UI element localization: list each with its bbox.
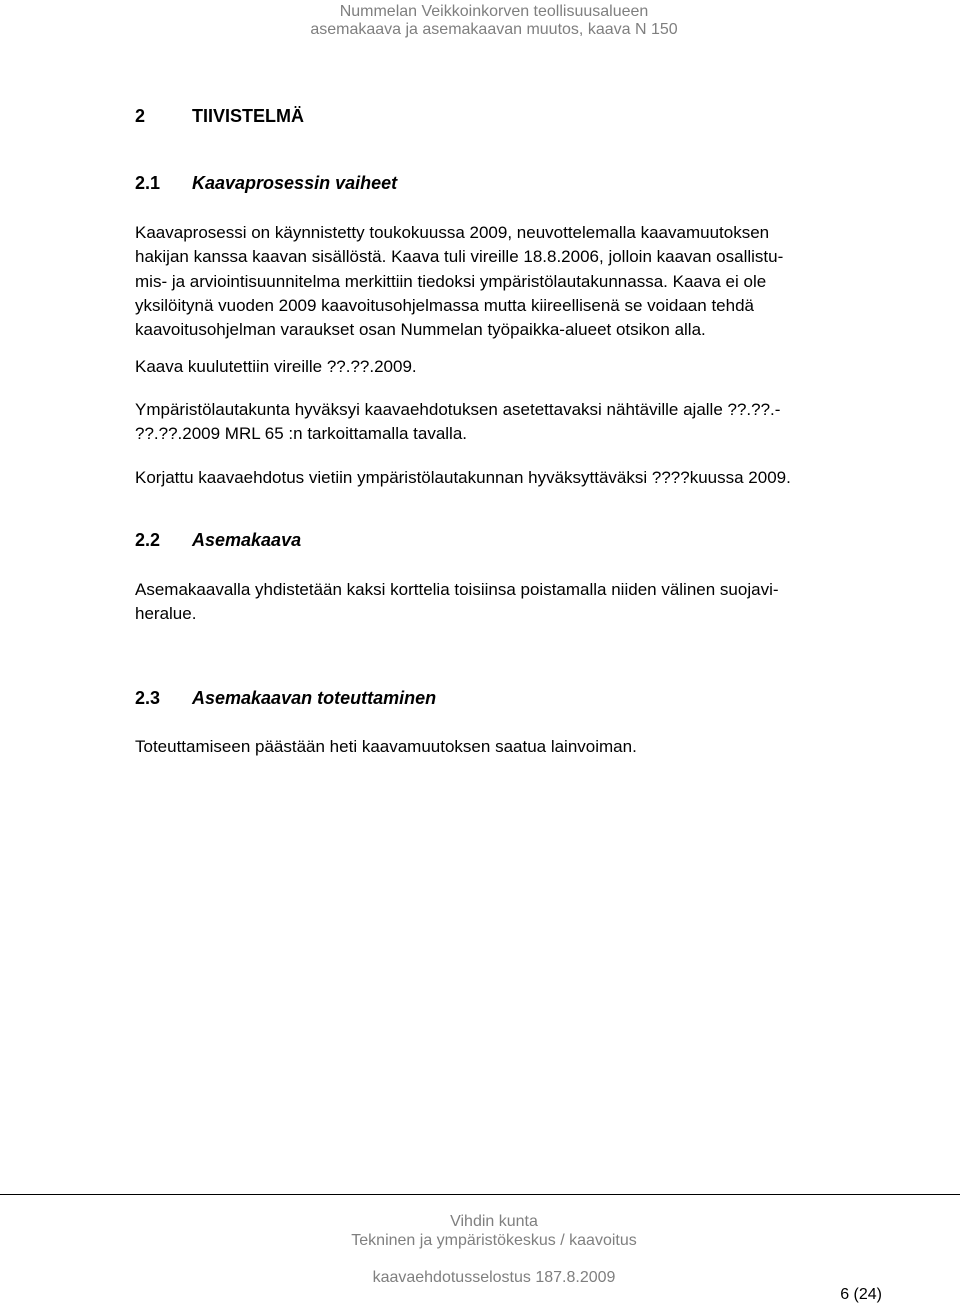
section-heading-2 [135,106,304,127]
paragraph-announcement [135,355,875,379]
section-heading-2-2 [135,530,301,551]
section-title: TIIVISTELMÄ [192,106,304,126]
section-heading-2-3 [135,688,436,709]
paragraph-corrected-proposal [135,466,875,490]
header-line-1: Nummelan Veikkoinkorven teollisuusalueen [339,3,649,20]
paragraph-process [135,221,875,342]
section-number: 2.3 [135,688,161,708]
paragraph-line: Kaavaprosessi on käynnistetty toukokuussa 2009, neuvottelemalla kaavamuutoksen [135,223,770,242]
paragraph-line: Ympäristölautakunta hyväksyi kaavaehdotuksen asetettavaksi nähtäville ajalle ??.??.- [135,400,781,419]
paragraph-line: Korjattu kaavaehdotus vietiin ympäristölautakunnan hyväksyttäväksi ????kuussa 2009. [135,468,791,487]
section-title: Kaavaprosessin vaiheet [192,173,398,193]
paragraph-implementation [135,735,875,759]
paragraph-line: ??.??.2009 MRL 65 :n tarkoittamalla tavalla. [135,424,468,444]
footer-document-id: kaavaehdotusselostus 187.8.2009 [372,1269,616,1286]
paragraph-line: yksilöitynä vuoden 2009 kaavoitusohjelmassa mutta kiireellisenä se voidaan tehdä [135,295,754,315]
paragraph-line: Toteuttamiseen päästään heti kaavamuutoksen saatua lainvoiman. [135,737,637,756]
paragraph-line: Asemakaavalla yhdistetään kaksi korttelia toisiinsa poistamalla niiden välinen suojavi- [135,580,779,599]
footer-municipality: Vihdin kunta [450,1213,538,1230]
paragraph-line: kaavoitusohjelman varaukset osan Nummelan työpaikka-alueet otsikon alla. [135,320,706,340]
paragraph-line: hakijan kanssa kaavan sisällöstä. Kaava tuli vireille 18.8.2006, jolloin kaavan osallistu- [135,247,784,267]
page-number: 6 (24) [840,1286,882,1303]
footer-department: Tekninen ja ympäristökeskus / kaavoitus [351,1232,637,1249]
section-title: Asemakaava [192,530,302,550]
section-heading-2-1 [135,173,397,194]
paragraph-line: mis- ja arviointisuunnitelma merkittiin tiedoksi ympäristölautakunnassa. Kaava ei ole [135,271,767,291]
section-number: 2.1 [135,173,161,193]
section-number: 2.2 [135,530,161,550]
section-title: Asemakaavan toteuttaminen [192,688,437,708]
section-number: 2 [135,106,146,126]
paragraph-asemakaava [135,578,875,627]
header-line-2: asemakaava ja asemakaavan muutos, kaava N 150 [310,21,678,38]
paragraph-approval [135,398,875,447]
running-header [0,3,960,39]
footer-divider [0,1194,960,1195]
paragraph-line: heralue. [135,604,197,624]
paragraph-line: Kaava kuulutettiin vireille ??.??.2009. [135,357,417,376]
